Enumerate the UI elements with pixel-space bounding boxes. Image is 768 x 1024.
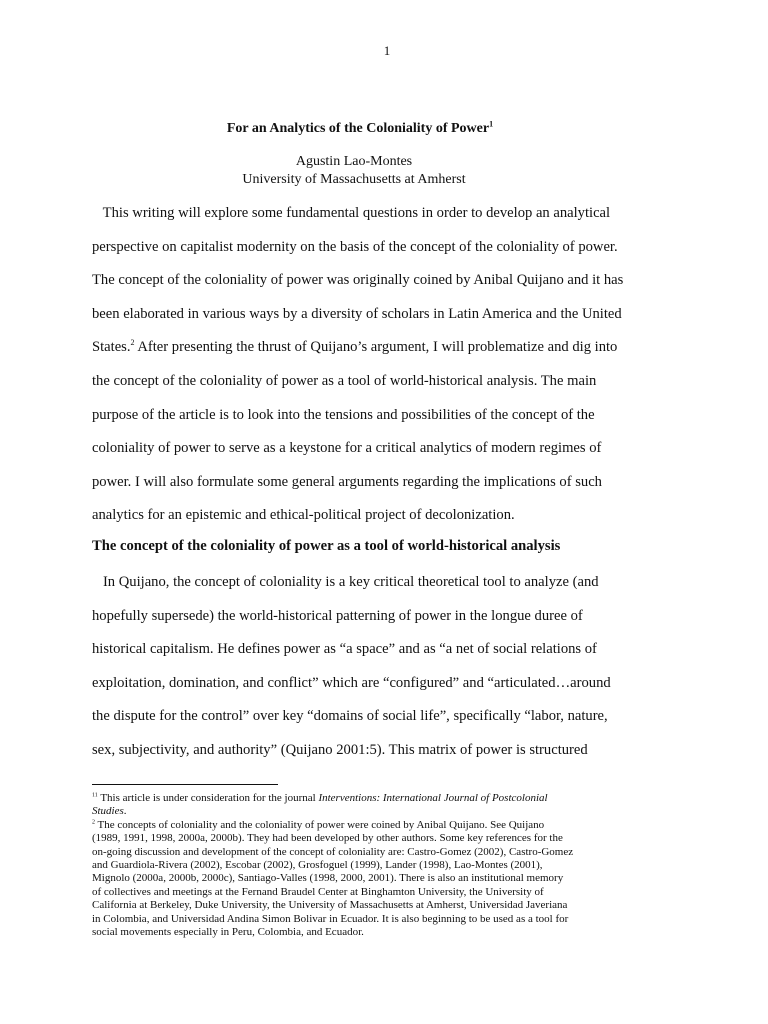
author-affiliation: University of Massachusetts at Amherst [242, 172, 466, 187]
journal-title-cont: Studies [92, 805, 124, 818]
journal-title: Interventions: International Journal of Postcolonial [318, 792, 548, 804]
footnote-line: on-going discussion and development of the concept of coloniality are: Castro-Gomez (2002), Castro-Gomez [92, 845, 574, 858]
text-line: sex, subjectivity, and authority” (Quijano 2001:5). This matrix of power is structured [92, 741, 588, 758]
page-number: 1 [383, 43, 391, 58]
text-line: the concept of the coloniality of power as a tool of world-historical analysis. The main [92, 372, 597, 389]
text-line-rest: After presenting the thrust of Quijano’s argument, I will problematize and dig into [134, 339, 618, 356]
footnote-1-end: . [123, 805, 127, 818]
author-block [0, 153, 708, 189]
text-line: historical capitalism. He defines power as “a space” and as “a net of social relations of [92, 641, 597, 658]
text-line: exploitation, domination, and conflict” which are “configured” and “articulated…around [92, 674, 611, 691]
footnote-line: (1989, 1991, 1998, 2000a, 2000b). They had been developed by other authors. Some key references for the [92, 832, 563, 845]
footnotes [92, 792, 672, 939]
footnote-2-marker: 2 [92, 819, 95, 826]
author-name: Agustin Lao-Montes [295, 154, 413, 169]
footnote-line: Mignolo (2000a, 2000b, 2000c), Santiago-Valles (1998, 2000, 2001). There is also an institutional memory [92, 872, 564, 885]
text-line: The concept of the coloniality of power was originally coined by Anibal Quijano and it has [92, 272, 624, 289]
footnote-2-text: The concepts of coloniality and the coloniality of power were coined by Anibal Quijano. See Quijano [95, 818, 545, 831]
text-line: power. I will also formulate some general arguments regarding the implications of such [92, 473, 602, 490]
footnote-divider [92, 784, 278, 785]
footnote-line: of collectives and meetings at the Fernand Braudel Center at Binghamton University, the University of [92, 885, 544, 898]
text-line: perspective on capitalist modernity on the basis of the concept of the coloniality of power. [92, 238, 618, 255]
text-line: purpose of the article is to look into the tensions and possibilities of the concept of the [92, 406, 595, 423]
intro-paragraph [92, 202, 667, 538]
footnote-1-marker: 11 [92, 792, 98, 799]
text-line: hopefully supersede) the world-historical patterning of power in the longue duree of [92, 607, 583, 624]
footnote-1 [92, 792, 672, 805]
section-paragraph [92, 571, 667, 773]
text-line [92, 336, 667, 370]
text-line: This writing will explore some fundamental questions in order to develop an analytical [92, 205, 611, 221]
text-line-start: States. [92, 339, 131, 356]
text-line: In Quijano, the concept of coloniality is a key critical theoretical tool to analyze (and [92, 574, 599, 590]
paper-title-text: For an Analytics of the Coloniality of Power [226, 121, 490, 136]
text-line: the dispute for the control” over key “domains of social life”, specifically “labor, nature, [92, 708, 608, 725]
footnote-1-text: This article is under consideration for the journal [97, 792, 319, 804]
footnote-2 [92, 819, 672, 832]
text-line: been elaborated in various ways by a diversity of scholars in Latin America and the United [92, 305, 622, 322]
text-line: coloniality of power to serve as a keystone for a critical analytics of modern regimes of [92, 440, 602, 457]
title-footnote-marker: 1 [489, 119, 494, 129]
footnote-marker-2: 2 [130, 338, 135, 348]
text-line: analytics for an epistemic and ethical-political project of decolonization. [92, 507, 515, 524]
footnote-line: and Guardiola-Rivera (2002), Escobar (2002), Grosfoguel (1999), Lander (1998), Lao-Montes (2001), [92, 859, 543, 872]
footnote-line: California at Berkeley, Duke University, the University of Massachusetts at Amherst, Universidad Javeriana [92, 899, 568, 912]
footnote-line: in Colombia, and Universidad Andina Simon Bolivar in Ecuador. It is also beginning to be used as a tool for [92, 912, 569, 925]
section-heading: The concept of the coloniality of power as a tool of world-historical analysis [92, 538, 561, 554]
paper-title [0, 121, 720, 137]
footnote-1-cont [92, 805, 672, 818]
footnote-line: social movements especially in Peru, Colombia, and Ecuador. [92, 926, 364, 939]
